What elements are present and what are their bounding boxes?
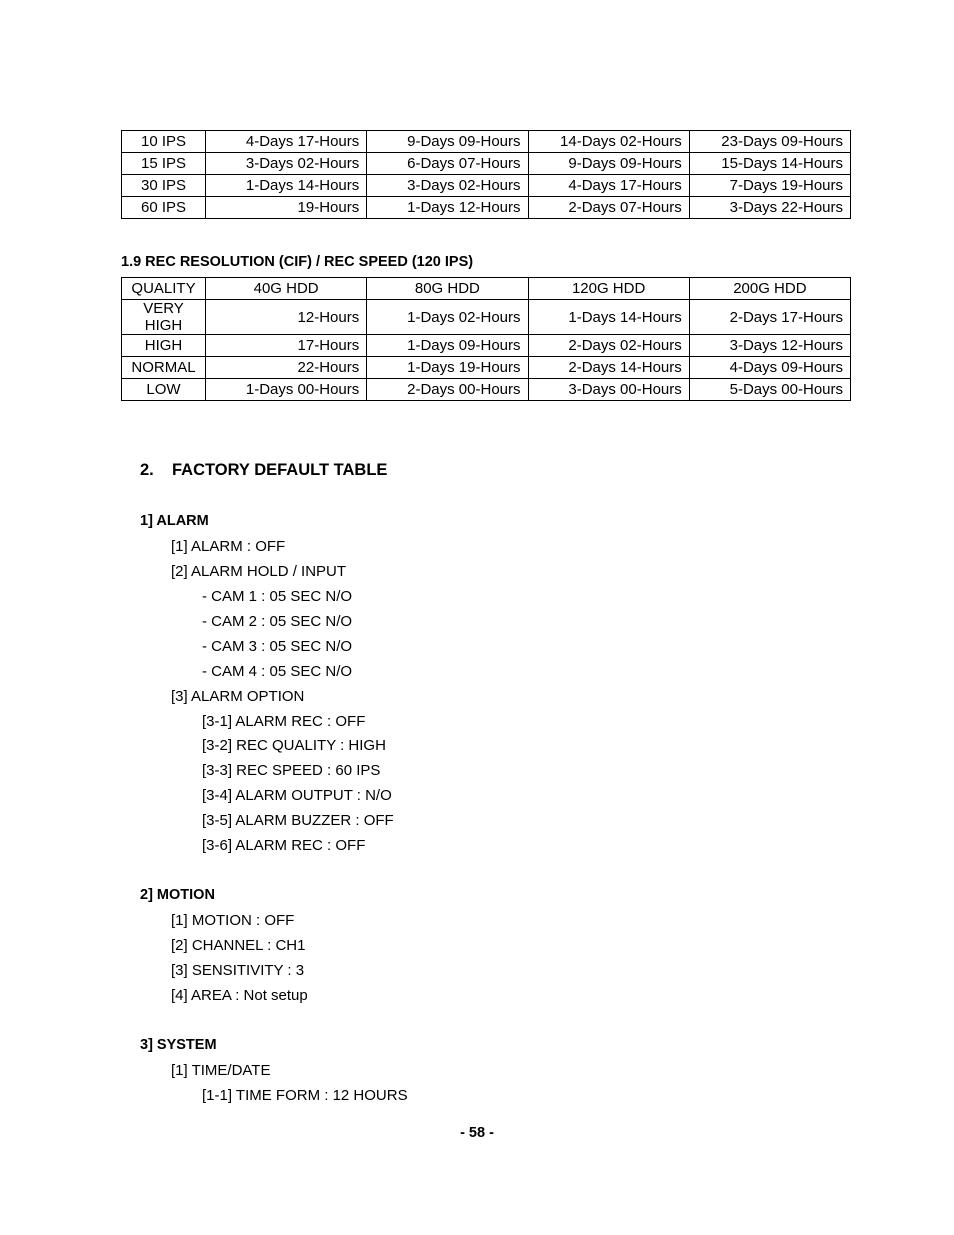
list-item: [3-1] ALARM REC : OFF bbox=[202, 713, 366, 730]
table-cell: 14-Days 02-Hours bbox=[528, 131, 689, 153]
table-cell: 1-Days 00-Hours bbox=[206, 379, 367, 401]
table-row bbox=[122, 175, 851, 197]
table-cell bbox=[122, 300, 206, 335]
subsection-heading-motion: 2] MOTION bbox=[140, 887, 215, 903]
table-cell: 3-Days 02-Hours bbox=[206, 153, 367, 175]
table-row bbox=[122, 197, 851, 219]
table-cell: 1-Days 14-Hours bbox=[528, 300, 689, 335]
list-item: [2] ALARM HOLD / INPUT bbox=[171, 563, 347, 580]
column-header: 80G HDD bbox=[367, 278, 528, 300]
list-item: [1] TIME/DATE bbox=[171, 1062, 271, 1079]
table-cell: 3-Days 12-Hours bbox=[689, 335, 850, 357]
table-row bbox=[122, 300, 851, 335]
list-item: - CAM 1 : 05 SEC N/O bbox=[202, 588, 353, 605]
quality-label-line: HIGH bbox=[144, 317, 183, 334]
recording-time-table-ips bbox=[121, 130, 851, 219]
table-row bbox=[122, 335, 851, 357]
list-item: - CAM 2 : 05 SEC N/O bbox=[202, 613, 353, 630]
table-cell: 5-Days 00-Hours bbox=[689, 379, 850, 401]
list-item: [1-1] TIME FORM : 12 HOURS bbox=[202, 1087, 408, 1104]
column-header: 40G HDD bbox=[206, 278, 367, 300]
table-cell: 23-Days 09-Hours bbox=[689, 131, 850, 153]
column-header: QUALITY bbox=[122, 278, 206, 300]
table-row bbox=[122, 357, 851, 379]
table-cell: 60 IPS bbox=[122, 197, 206, 219]
table-cell: LOW bbox=[122, 379, 206, 401]
table-cell: 1-Days 19-Hours bbox=[367, 357, 528, 379]
table-cell: 1-Days 14-Hours bbox=[206, 175, 367, 197]
table-cell: 9-Days 09-Hours bbox=[528, 153, 689, 175]
table-cell: 30 IPS bbox=[122, 175, 206, 197]
table-cell: 2-Days 07-Hours bbox=[528, 197, 689, 219]
list-item: [3-2] REC QUALITY : HIGH bbox=[202, 737, 386, 754]
list-item: [3-3] REC SPEED : 60 IPS bbox=[202, 762, 381, 779]
table-cell: 1-Days 12-Hours bbox=[367, 197, 528, 219]
table-cell: 1-Days 02-Hours bbox=[367, 300, 528, 335]
list-item: [2] CHANNEL : CH1 bbox=[171, 937, 306, 954]
table-cell: 15 IPS bbox=[122, 153, 206, 175]
table-header-row bbox=[122, 278, 851, 300]
quality-label-line: VERY bbox=[143, 300, 184, 317]
list-item: - CAM 4 : 05 SEC N/O bbox=[202, 663, 353, 680]
table-cell: 3-Days 02-Hours bbox=[367, 175, 528, 197]
table-row bbox=[122, 131, 851, 153]
table-cell: 10 IPS bbox=[122, 131, 206, 153]
table-cell: 4-Days 17-Hours bbox=[206, 131, 367, 153]
list-item: [3-6] ALARM REC : OFF bbox=[202, 837, 366, 854]
table-cell: 4-Days 09-Hours bbox=[689, 357, 850, 379]
recording-time-table-cif bbox=[121, 277, 851, 401]
list-item: [1] ALARM : OFF bbox=[171, 538, 286, 555]
subsection-heading-system: 3] SYSTEM bbox=[140, 1037, 217, 1053]
table-cell: 9-Days 09-Hours bbox=[367, 131, 528, 153]
list-item: [3-4] ALARM OUTPUT : N/O bbox=[202, 787, 392, 804]
table-cell: 22-Hours bbox=[206, 357, 367, 379]
table-cell: 2-Days 17-Hours bbox=[689, 300, 850, 335]
table-cell: 2-Days 02-Hours bbox=[528, 335, 689, 357]
list-item: [4] AREA : Not setup bbox=[171, 987, 308, 1004]
table-cell: 19-Hours bbox=[206, 197, 367, 219]
table-cell: 3-Days 00-Hours bbox=[528, 379, 689, 401]
table-cell: HIGH bbox=[122, 335, 206, 357]
table-cell: 4-Days 17-Hours bbox=[528, 175, 689, 197]
table-cell: 3-Days 22-Hours bbox=[689, 197, 850, 219]
table-cell: 6-Days 07-Hours bbox=[367, 153, 528, 175]
table-cell: 15-Days 14-Hours bbox=[689, 153, 850, 175]
table-row bbox=[122, 379, 851, 401]
column-header: 120G HDD bbox=[528, 278, 689, 300]
table-cell: 1-Days 09-Hours bbox=[367, 335, 528, 357]
table-cell: 17-Hours bbox=[206, 335, 367, 357]
list-item: [3] ALARM OPTION bbox=[171, 688, 305, 705]
table-cell: 2-Days 14-Hours bbox=[528, 357, 689, 379]
list-item: [1] MOTION : OFF bbox=[171, 912, 295, 929]
list-item: - CAM 3 : 05 SEC N/O bbox=[202, 638, 353, 655]
table-cell: 12-Hours bbox=[206, 300, 367, 335]
section-number: 2. bbox=[140, 461, 154, 479]
page-number: - 58 - bbox=[460, 1125, 494, 1141]
table-cell: 2-Days 00-Hours bbox=[367, 379, 528, 401]
table-cell: NORMAL bbox=[122, 357, 206, 379]
list-item: [3] SENSITIVITY : 3 bbox=[171, 962, 305, 979]
table-cell: 7-Days 19-Hours bbox=[689, 175, 850, 197]
list-item: [3-5] ALARM BUZZER : OFF bbox=[202, 812, 394, 829]
section-title-factory-default: FACTORY DEFAULT TABLE bbox=[172, 461, 388, 479]
table-row bbox=[122, 153, 851, 175]
subsection-heading-alarm: 1] ALARM bbox=[140, 513, 209, 529]
section-title-1-9: 1.9 REC RESOLUTION (CIF) / REC SPEED (120 IPS) bbox=[121, 254, 474, 270]
column-header: 200G HDD bbox=[689, 278, 850, 300]
